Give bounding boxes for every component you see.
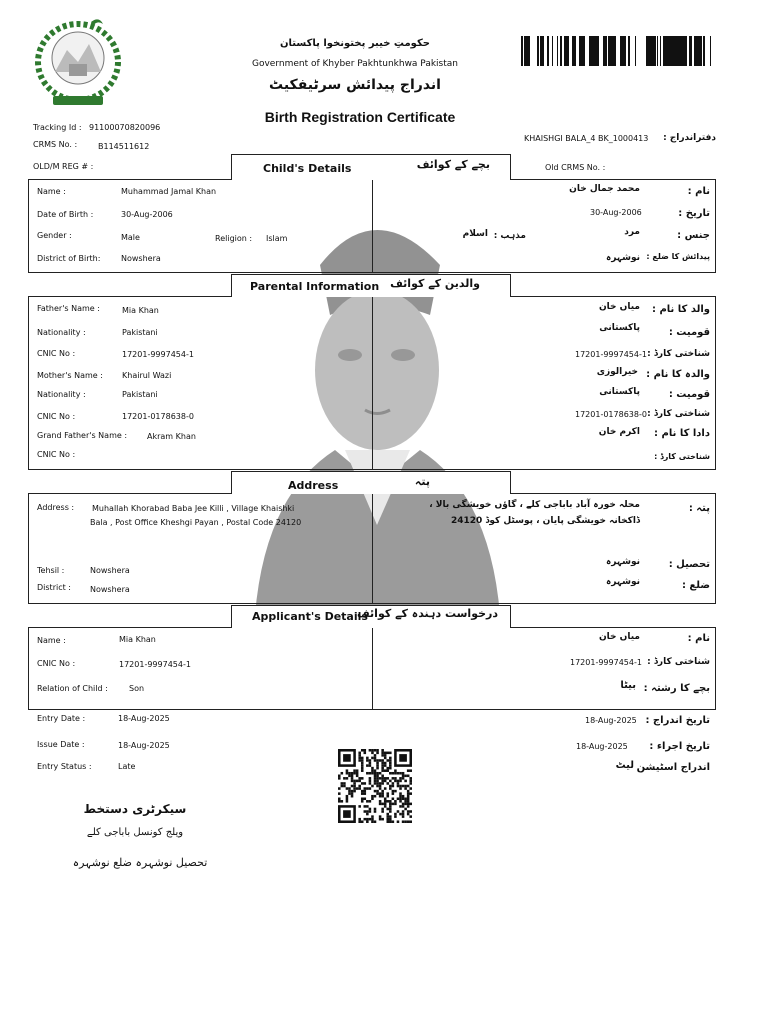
applicant-details-heading-urdu: درخواست دہندہ کے کوائف (356, 607, 498, 620)
ur-grandfather-label: دادا کا نام : (654, 428, 710, 439)
ur-gender-value: مرد (624, 227, 640, 237)
entry-date-label: Entry Date : (37, 714, 86, 723)
ur-address-label: پتہ : (688, 503, 710, 514)
ur-dob-label: تاریخ : (678, 208, 710, 219)
dob-value: 30-Aug-2006 (121, 210, 173, 219)
ur-address-line2: ڈاکخانہ خویشگی پایان ، پوسٹل کوڈ 24120 (450, 516, 640, 526)
entry-status-value: Late (118, 762, 136, 771)
grandfather-name-label: Grand Father's Name : (37, 431, 128, 440)
child-name-value: Muhammad Jamal Khan (121, 187, 217, 196)
ur-entry-status-label: اندراج اسٹیشن (636, 762, 710, 773)
parental-info-heading-urdu: والدین کے کوائف (390, 277, 480, 290)
mother-cnic-value: 17201-0178638-0 (122, 412, 194, 421)
ur-address-district-value: نوشہرہ (605, 577, 640, 587)
ur-applicant-cnic-value: 17201-9997454-1 (570, 658, 642, 667)
grandfather-name-value: Akram Khan (147, 432, 196, 441)
mother-cnic-label: CNIC No : (37, 412, 76, 421)
father-cnic-label: CNIC No : (37, 349, 76, 358)
ur-dob-value: 30-Aug-2006 (590, 208, 642, 217)
ur-issue-date-label: تاریخ اجراء : (649, 741, 710, 752)
address-label: Address : (37, 503, 75, 512)
ur-father-nat-label: قومیت : (668, 327, 710, 338)
ur-mother-nat-value: پاکستانی (599, 387, 640, 397)
tracking-value: 91100070820096 (89, 123, 161, 132)
qr-code (338, 748, 412, 824)
issue-date-label: Issue Date : (37, 740, 85, 749)
govt-urdu: حکومتِ خیبر پختونخوا پاکستان (280, 38, 430, 49)
religion-value: Islam (266, 234, 288, 243)
mother-name-value: Khairul Wazi (122, 371, 172, 380)
ur-entry-status-value: لیٹ (615, 760, 634, 771)
tehsil-district-line: تحصیل نوشہرہ ضلع نوشہرہ (72, 856, 208, 869)
ur-mother-value: خیرالوزی (596, 367, 638, 377)
ur-mother-cnic-value: 17201-0178638-0 (575, 410, 647, 419)
tracking-label: Tracking Id : (33, 123, 82, 132)
crms-value: B114511612 (98, 142, 150, 151)
issue-date-value: 18-Aug-2025 (118, 741, 170, 750)
ur-religion-value: اسلام (462, 229, 488, 239)
parental-info-heading: Parental Information (250, 280, 380, 293)
mother-nationality-value: Pakistani (122, 390, 158, 399)
ur-mother-nat-label: قومیت : (668, 389, 710, 400)
relation-label: Relation of Child : (37, 684, 108, 693)
address-tab (231, 471, 511, 494)
ur-applicant-name-value: میاں خان (599, 632, 640, 642)
tehsil-label: Tehsil : (37, 566, 65, 575)
relation-value: Son (129, 684, 145, 693)
ur-address-line1: محلہ خورہ آباد باباجی کلے ، گاؤں خویشگی بالا ، (429, 500, 640, 510)
district-birth-label: District of Birth: (37, 254, 101, 263)
ur-relation-value: بیٹا (620, 680, 636, 691)
ur-relation-label: بچے کا رشتہ : (643, 683, 710, 694)
ur-applicant-cnic-label: شناختی کارڈ : (647, 657, 710, 667)
entry-status-label: Entry Status : (37, 762, 92, 771)
ur-district-label: پیدائش کا ضلع : (646, 252, 710, 261)
ur-religion-label: مذہب : (493, 231, 526, 241)
title-english: Birth Registration Certificate (264, 109, 456, 125)
ur-child-name-label: نام : (687, 186, 710, 197)
ur-tehsil-value: نوشہرہ (605, 557, 640, 567)
ur-father-cnic-label: شناختی کارڈ : (647, 349, 710, 359)
father-cnic-value: 17201-9997454-1 (122, 350, 194, 359)
title-urdu: اندراج پیدائش سرٹیفکیٹ (269, 77, 441, 93)
mother-nationality-label: Nationality : (37, 390, 86, 399)
grandfather-cnic-label: CNIC No : (37, 450, 76, 459)
address-heading-urdu: پتہ (414, 475, 430, 488)
ur-issue-date-value: 18-Aug-2025 (576, 742, 628, 751)
ur-district-value: نوشہرہ (605, 253, 640, 263)
ur-father-nat-value: پاکستانی (599, 323, 640, 333)
old-crms-label: Old CRMS No. : (545, 163, 606, 172)
address-line1: Muhallah Khorabad Baba Jee Killi , Village Khaishki (92, 504, 295, 513)
gender-value: Male (121, 233, 140, 242)
ur-father-value: میاں خان (599, 302, 640, 312)
father-nationality-value: Pakistani (122, 328, 158, 337)
applicant-name-label: Name : (37, 636, 66, 645)
applicant-cnic-label: CNIC No : (37, 659, 76, 668)
oldm-reg-label: OLD/M REG # : (33, 162, 94, 171)
ur-grandfather-value: اکرم خان (598, 427, 640, 437)
gender-label: Gender : (37, 231, 72, 240)
address-district-value: Nowshera (90, 585, 130, 594)
child-details-heading: Child's Details (263, 162, 352, 175)
ur-applicant-name-label: نام : (687, 633, 710, 644)
secretary-signature: سیکرٹری دستخط (83, 802, 187, 816)
ur-gender-label: جنس : (677, 230, 710, 241)
address-line2: Bala , Post Office Kheshgi Payan , Postal Code 24120 (90, 518, 302, 527)
mother-name-label: Mother's Name : (37, 371, 103, 380)
dob-label: Date of Birth : (37, 210, 94, 219)
applicant-details-heading: Applicant's Details (252, 610, 368, 623)
barcode (521, 36, 713, 66)
child-details-heading-urdu: بچے کے کوائف (416, 158, 490, 171)
religion-label: Religion : (215, 234, 253, 243)
ur-father-label: والد کا نام : (651, 304, 710, 315)
address-district-label: District : (37, 583, 71, 592)
father-name-label: Father's Name : (37, 304, 100, 313)
applicant-cnic-value: 17201-9997454-1 (119, 660, 191, 669)
ur-father-cnic-value: 17201-9997454-1 (575, 350, 647, 359)
ur-tehsil-label: تحصیل : (668, 559, 710, 570)
ur-entry-date-value: 18-Aug-2025 (585, 716, 637, 725)
govt-english: Government of Khyber Pakhtunkhwa Pakistan (252, 59, 458, 69)
tehsil-value: Nowshera (90, 566, 130, 575)
ur-grandfather-cnic-label: شناختی کارڈ : (654, 452, 710, 461)
daftar-label: دفتراندراج : (663, 133, 716, 143)
father-nationality-label: Nationality : (37, 328, 86, 337)
applicant-name-value: Mia Khan (119, 635, 156, 644)
district-birth-value: Nowshera (121, 254, 161, 263)
father-name-value: Mia Khan (122, 306, 159, 315)
kp-government-emblem (33, 14, 123, 110)
address-heading: Address (288, 479, 339, 492)
ur-child-name-value: محمد جمال خان (569, 184, 640, 194)
ur-mother-cnic-label: شناختی کارڈ : (647, 409, 710, 419)
ur-entry-date-label: تاریخ اندراج : (645, 715, 710, 726)
ur-address-district-label: ضلع : (681, 580, 710, 591)
village-council: ویلج کونسل باباجی کلے (86, 827, 184, 838)
ur-mother-label: والدہ کا نام : (646, 369, 710, 380)
entry-date-value: 18-Aug-2025 (118, 714, 170, 723)
daftar-value: KHAISHGI BALA_4 BK_1000413 (524, 134, 649, 143)
crms-label: CRMS No. : (33, 140, 78, 149)
child-name-label: Name : (37, 187, 66, 196)
